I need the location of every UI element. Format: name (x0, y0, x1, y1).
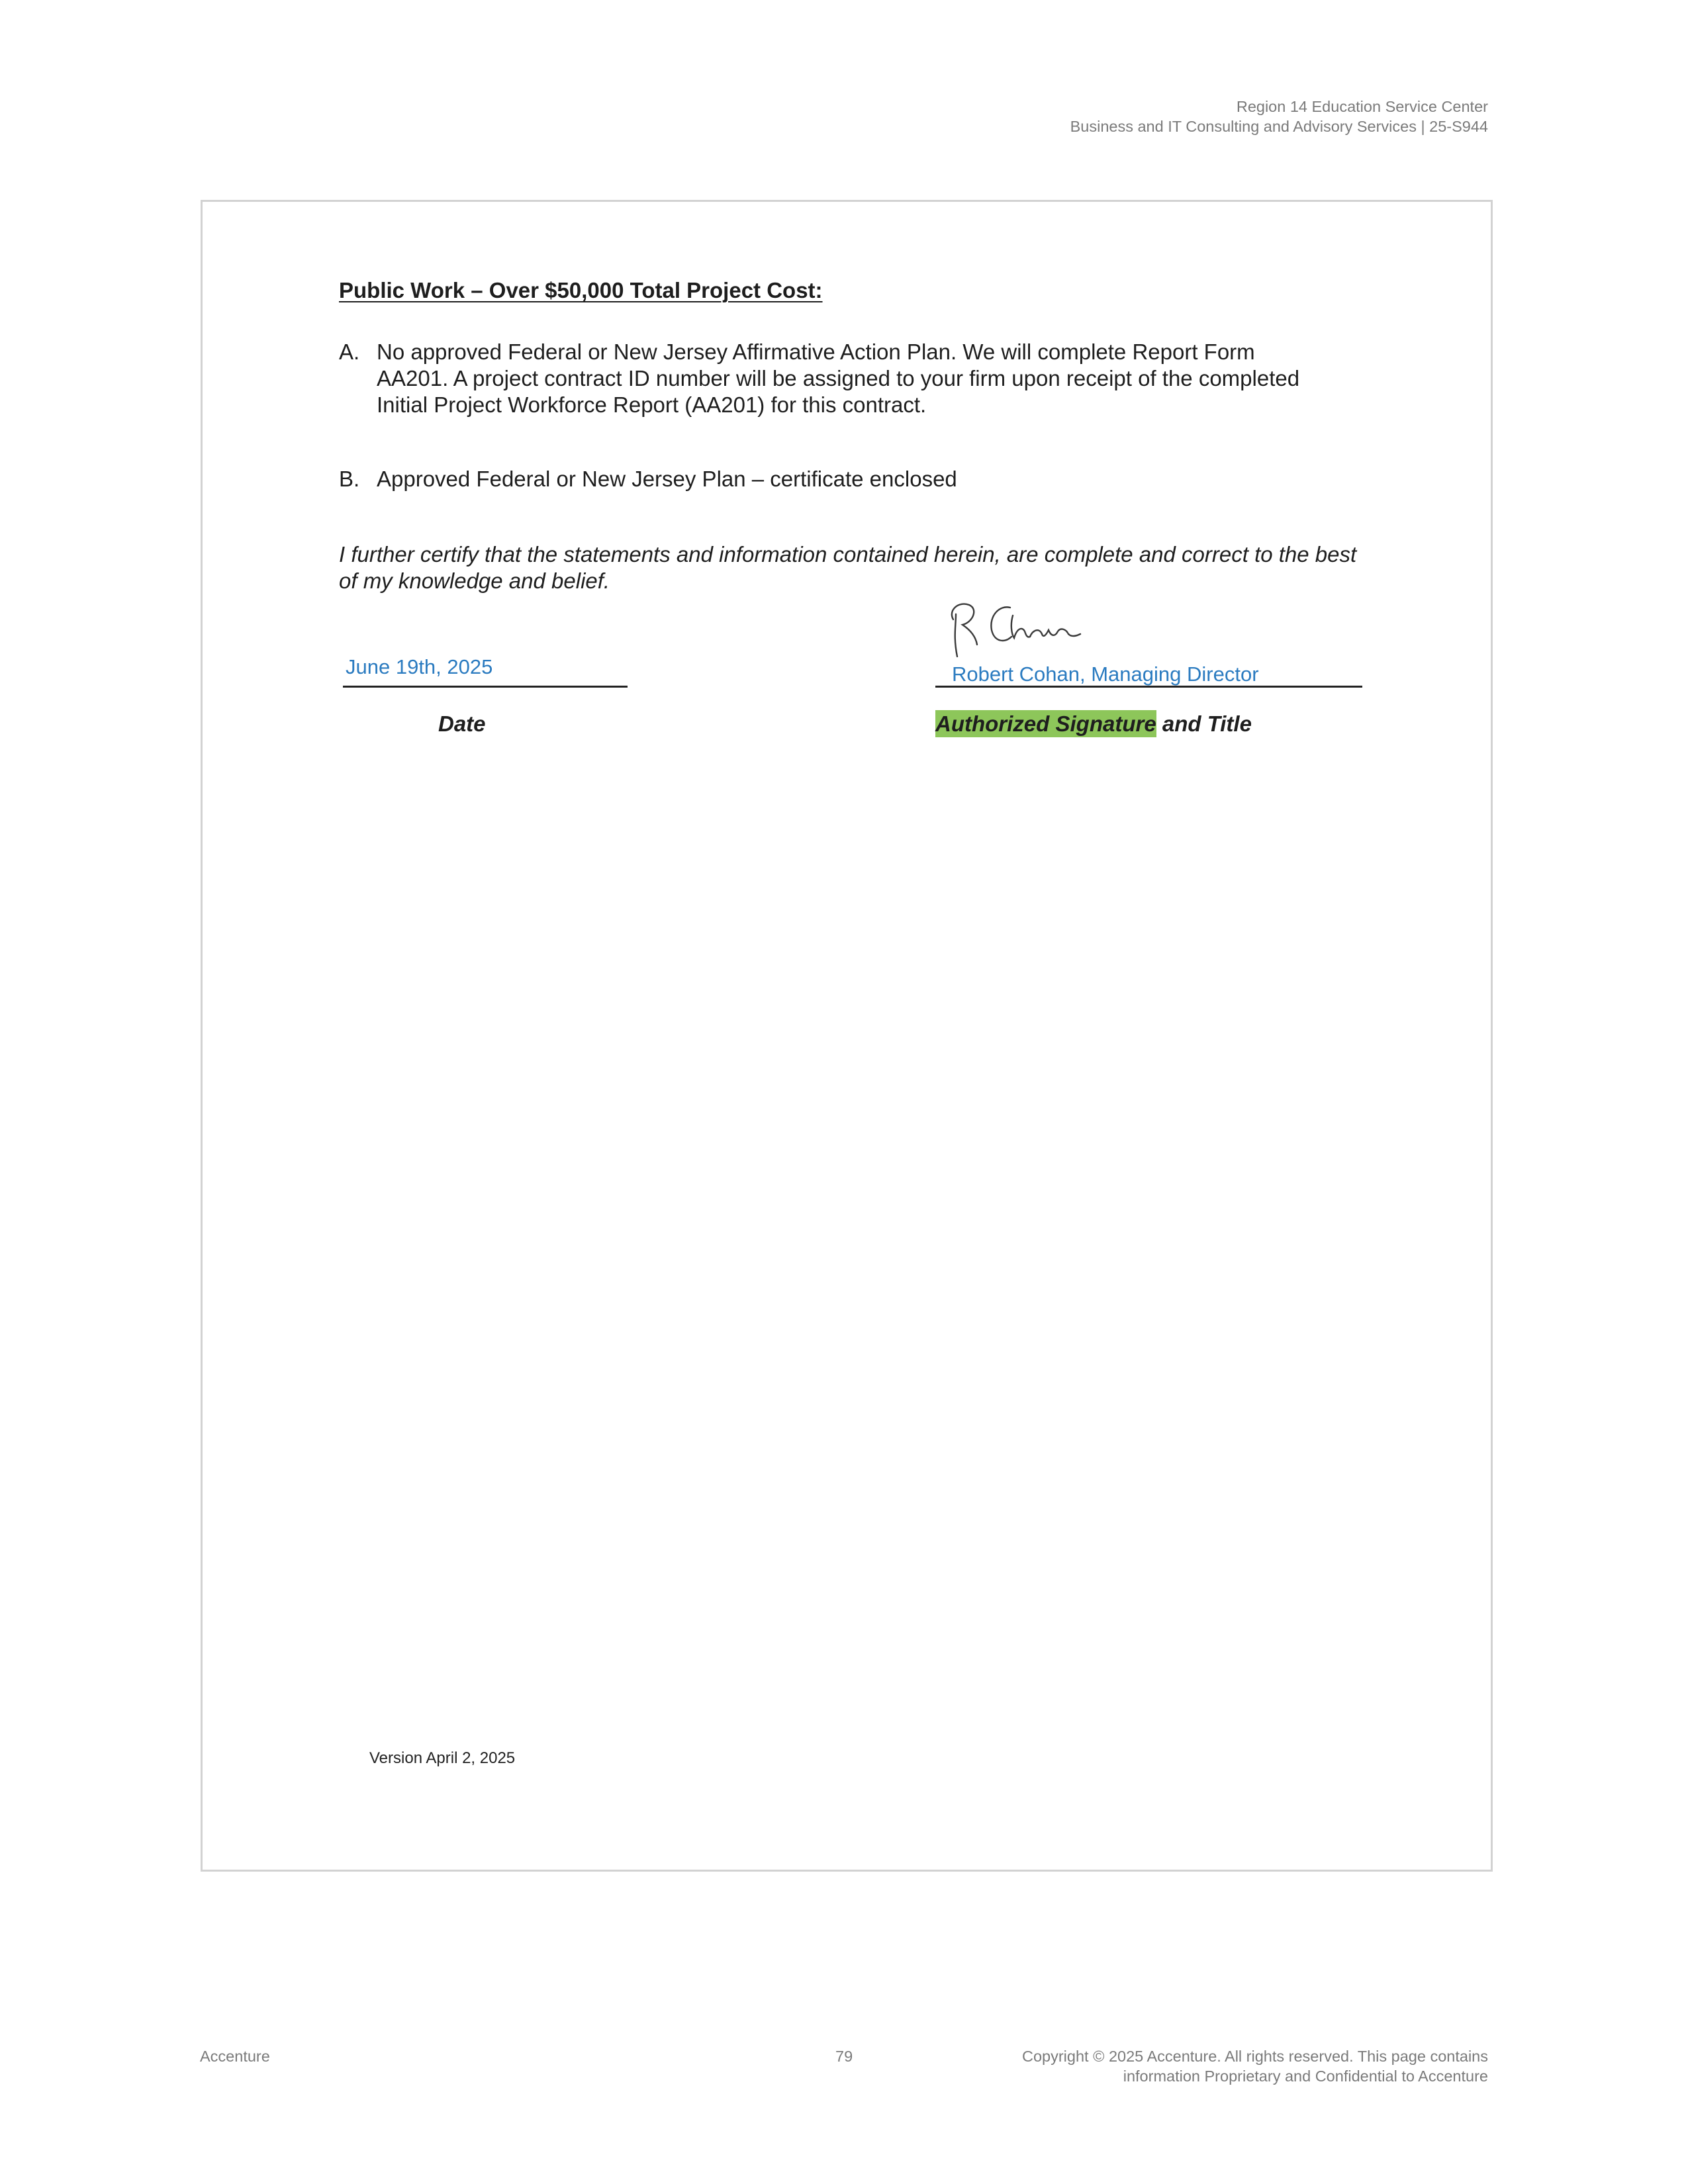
date-field-label: Date (438, 711, 486, 736)
date-field-value: June 19th, 2025 (346, 655, 493, 678)
signature-field-line (935, 686, 1362, 688)
option-a-line-1: No approved Federal or New Jersey Affirmative Action Plan. We will complete Report Form (377, 340, 1255, 364)
certification-line-1: I further certify that the statements and information contained herein, are complete and correct to the best (339, 542, 1357, 567)
footer-copyright (1022, 2046, 1488, 2086)
certification-statement (339, 541, 1356, 594)
form-heading: Public Work – Over $50,000 Total Project Cost: (339, 278, 823, 302)
signature-label-rest: and Title (1156, 711, 1252, 736)
footer-copyright-line-2: information Proprietary and Confidential to Accenture (1123, 2068, 1488, 2085)
footer-copyright-line-1: Copyright © 2025 Accenture. All rights reserved. This page contains (1022, 2048, 1488, 2065)
header-project: Business and IT Consulting and Advisory Services | 25-S944 (1070, 118, 1488, 135)
option-b-marker: B. (339, 467, 360, 491)
option-a-line-3: Initial Project Workforce Report (AA201) for this contract. (377, 392, 927, 417)
footer-page-number: 79 (835, 2048, 853, 2065)
handwritten-signature (939, 596, 1098, 662)
signature-field-label (935, 711, 1252, 737)
option-b-text: Approved Federal or New Jersey Plan – certificate enclosed (377, 467, 957, 491)
signer-field-value: Robert Cohan, Managing Director (952, 662, 1259, 686)
option-a-marker: A. (339, 340, 360, 364)
header-organization: Region 14 Education Service Center (1236, 98, 1488, 115)
option-a-line-2: AA201. A project contract ID number will be assigned to your firm upon receipt of the completed (377, 366, 1300, 390)
option-a-text (377, 339, 1299, 418)
footer-company: Accenture (200, 2048, 270, 2065)
signature-label-highlighted: Authorized Signature (935, 711, 1156, 736)
certification-line-2: of my knowledge and belief. (339, 569, 610, 593)
date-field-line (343, 686, 628, 688)
form-version: Version April 2, 2025 (369, 1749, 516, 1767)
